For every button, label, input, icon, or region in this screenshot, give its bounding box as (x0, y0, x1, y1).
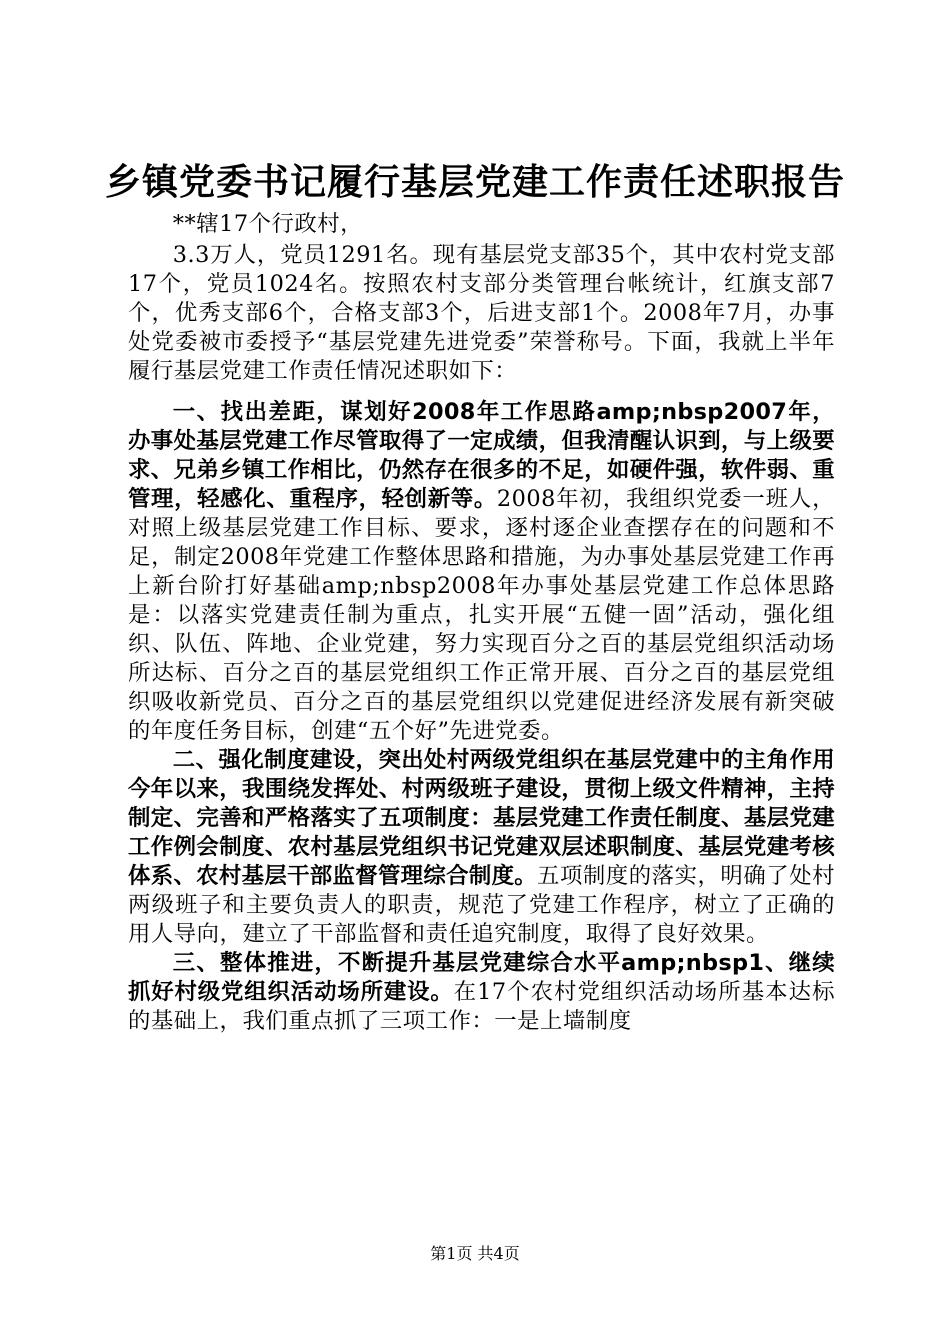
paragraph-1-text: **辖17个行政村， (172, 211, 364, 237)
document-body (128, 210, 835, 1036)
paragraph-5 (128, 949, 835, 1036)
paragraph-3-lead: 一、找出差距，谋划好2008年工作思路amp;nbsp2007年，办事处基层党建工作尽管取得了一定成绩，但我清醒认识到，与上级要求、兄弟乡镇工作相比，仍然存在很多的不足，如硬件强，软件弱、重管理，轻感化、重程序，轻创新等。 (128, 399, 835, 512)
page-number-footer: 第1页 共4页 (430, 1244, 520, 1263)
paragraph-5-text: 在17个农村党组织活动场所基本达标的基础上，我们重点抓了三项工作：一是上墙制度 (128, 979, 835, 1034)
paragraph-4-lead: 二、强化制度建设，突出处村两级党组织在基层党建中的主角作用今年以来，我围绕发挥处、村两级班子建设，贯彻上级文件精神，主持制定、完善和严格落实了五项制度：基层党建工作责任制度、基层党建工作例会制度、农村基层党组织书记党建双层述职制度、基层党建考核体系、农村基层干部监督管理综合制度。 (128, 747, 835, 889)
paragraph-2 (128, 241, 835, 386)
paragraph-2-text: 3.3万人，党员1291名。现有基层党支部35个，其中农村党支部17个，党员1024名。按照农村支部分类管理台帐统计，红旗支部7个，优秀支部6个，合格支部3个，后进支部1个。2008年7月，办事处党委被市委授予“基层党建先进党委”荣誉称号。下面，我就上半年履行基层党建工作责任情况述职如下： (128, 242, 835, 384)
paragraph-4 (128, 746, 835, 949)
paragraph-3 (128, 398, 835, 746)
paragraph-1 (128, 210, 835, 239)
paragraph-3-text: 2008年初，我组织党委一班人，对照上级基层党建工作目标、要求，逐村逐企业查摆存在的问题和不足，制定2008年党建工作整体思路和措施，为办事处基层党建工作再上新台阶打好基础amp;nbsp2008年办事处基层党建工作总体思路是：以落实党建责任制为重点，扎实开展“五健一固”活动，强化组织、队伍、阵地、企业党建，努力实现百分之百的基层党组织活动场所达标、百分之百的基层党组织工作正常开展、百分之百的基层党组织吸收新党员、百分之百的基层党组织以党建促进经济发展有新突破的年度任务目标，创建“五个好”先进党委。 (128, 486, 835, 744)
paragraph-4-text: 五项制度的落实，明确了处村两级班子和主要负责人的职责，规范了党建工作程序，树立了正确的用人导向，建立了干部监督和责任追究制度，取得了良好效果。 (128, 863, 836, 947)
document-title: 乡镇党委书记履行基层党建工作责任述职报告 (104, 161, 845, 203)
paragraph-5-lead: 三、整体推进，不断提升基层党建综合水平amp;nbsp1、继续抓好村级党组织活动场所建设。 (128, 950, 835, 1005)
